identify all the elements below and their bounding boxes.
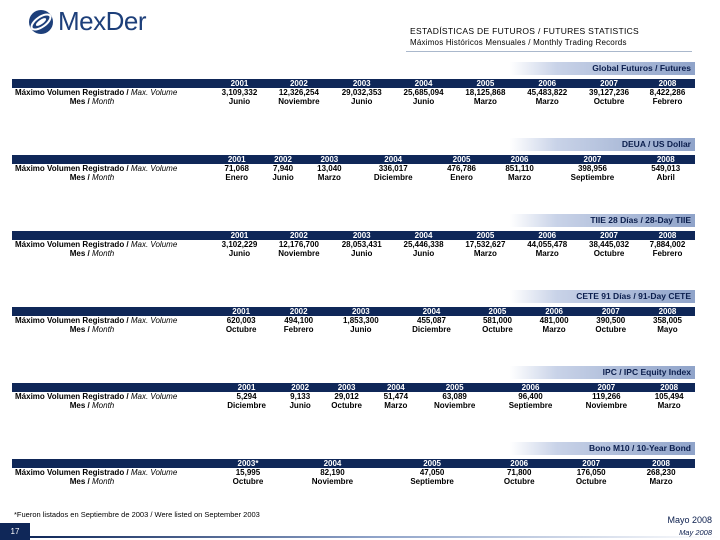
year-header-cell: 2005	[381, 459, 483, 468]
volume-value: 82,190	[320, 468, 345, 477]
footnote: *Fueron listados en Septiembre de 2003 / Were listed on September 2003	[14, 510, 260, 519]
year-header-cell: 2002	[261, 155, 304, 164]
month-row-label	[12, 173, 212, 182]
month-value: Octubre	[575, 477, 607, 486]
stats-table	[12, 383, 695, 410]
month-value: Junio	[350, 325, 372, 334]
section-banner	[12, 138, 695, 151]
month-value: Octubre	[503, 477, 535, 486]
month-value: Junio	[351, 97, 373, 106]
month-value: Marzo	[535, 97, 559, 106]
volume-value: 105,494	[654, 392, 684, 401]
volume-value: 455,087	[417, 316, 446, 325]
month-row	[12, 401, 695, 410]
month-value: Enero	[450, 173, 473, 182]
year-header-cell: 2001	[212, 231, 267, 240]
volume-value: 13,040	[317, 164, 342, 173]
volume-label-en: Max. Volume	[130, 392, 178, 401]
year-header-row	[12, 459, 695, 468]
date-spanish: Mayo 2008	[667, 515, 712, 525]
year-header-cell: 2006	[491, 155, 549, 164]
volume-value: 481,000	[539, 316, 569, 325]
section-title: IPC / IPC Equity Index	[602, 367, 691, 377]
volume-value: 8,422,286	[649, 88, 686, 97]
month-value: Noviembre	[278, 97, 320, 106]
volume-label-es: Máximo Volumen Registrado /	[15, 88, 131, 97]
month-value: Septiembre	[410, 477, 454, 486]
year-header-cell: 2001	[212, 307, 270, 316]
volume-value: 96,400	[518, 392, 543, 401]
section-banner	[12, 62, 695, 75]
volume-row-label	[12, 88, 212, 97]
year-header-cell: 2004	[393, 231, 455, 240]
year-header-cell: 2003	[331, 231, 393, 240]
volume-label-es: Máximo Volumen Registrado /	[15, 316, 131, 325]
year-header-cell: 2005	[454, 231, 516, 240]
page-subtitle: Máximos Históricos Mensuales / Monthly Trading Records	[410, 38, 627, 47]
year-header-cell: 2006	[492, 383, 570, 392]
volume-row-label	[12, 468, 212, 477]
year-header-cell: 2002	[267, 79, 331, 88]
year-header-cell: 2008	[643, 383, 695, 392]
volume-value: 15,995	[235, 468, 261, 477]
year-header-cell: 2008	[640, 79, 695, 88]
mexder-globe-icon	[28, 9, 54, 35]
year-header-cell: 2006	[483, 459, 555, 468]
month-label-en: Month	[92, 325, 115, 334]
month-value: Junio	[412, 97, 435, 106]
month-value: Octubre	[482, 325, 513, 334]
volume-value: 28,053,431	[341, 240, 382, 249]
month-value: Marzo	[473, 249, 497, 258]
section-title: Bono M10 / 10-Year Bond	[588, 443, 691, 453]
volume-value: 7,940	[273, 164, 294, 173]
volume-row-label	[12, 164, 212, 173]
year-header-cell: 2006	[516, 231, 578, 240]
year-header-cell: 2004	[395, 307, 469, 316]
stats-table	[12, 79, 695, 106]
volume-label-en: Max. Volume	[130, 164, 178, 173]
month-value: Octubre	[232, 477, 264, 486]
footer-bar	[30, 536, 720, 538]
volume-value: 620,003	[226, 316, 256, 325]
volume-value: 5,294	[236, 392, 257, 401]
year-header-cell: 2002	[270, 307, 327, 316]
year-header-cell: 2003	[319, 383, 374, 392]
year-header-cell: 2008	[636, 155, 695, 164]
volume-value: 17,532,627	[465, 240, 506, 249]
year-header-cell: 2001	[212, 383, 281, 392]
year-header-cell: 2007	[578, 231, 640, 240]
section-banner-fill	[510, 214, 695, 227]
month-value: Marzo	[384, 401, 408, 410]
section-banner-fill	[510, 138, 695, 151]
volume-value: 476,786	[447, 164, 476, 173]
date-english: May 2008	[679, 528, 712, 537]
section-2	[12, 214, 695, 274]
volume-value: 29,012	[334, 392, 359, 401]
month-row-label	[12, 325, 212, 334]
year-header-cell: 2007	[582, 307, 640, 316]
year-header-blank	[12, 383, 212, 392]
volume-value: 45,483,822	[527, 88, 568, 97]
section-title: DEUA / US Dollar	[621, 139, 691, 149]
month-row-label	[12, 97, 212, 106]
year-header-cell: 2007	[548, 155, 636, 164]
volume-value: 398,956	[577, 164, 607, 173]
stats-table	[12, 459, 695, 486]
mexder-logo	[28, 6, 146, 37]
page-number: 17	[0, 523, 30, 540]
volume-value: 3,102,229	[221, 240, 258, 249]
volume-label-en: Max. Volume	[130, 240, 178, 249]
month-label-en: Month	[92, 173, 115, 182]
volume-value: 358,005	[653, 316, 682, 325]
volume-value: 494,100	[284, 316, 314, 325]
month-value: Diciembre	[412, 325, 451, 334]
section-banner-fill	[510, 442, 695, 455]
month-label-es: Mes /	[69, 97, 92, 106]
year-header-cell: 2005	[432, 155, 490, 164]
volume-row	[12, 88, 695, 97]
month-value: Abril	[656, 173, 675, 182]
section-5	[12, 442, 695, 502]
section-banner	[12, 442, 695, 455]
volume-label-es: Máximo Volumen Registrado /	[15, 392, 131, 401]
year-header-cell: 2006	[516, 79, 578, 88]
stats-table	[12, 155, 695, 182]
year-header-cell: 2004	[374, 383, 418, 392]
volume-row	[12, 392, 695, 401]
month-row	[12, 325, 695, 334]
volume-value: 25,685,094	[403, 88, 444, 97]
month-value: Octubre	[595, 325, 627, 334]
section-3	[12, 290, 695, 350]
year-header-cell: 2004	[284, 459, 381, 468]
volume-value: 18,125,868	[465, 88, 506, 97]
month-value: Marzo	[508, 173, 532, 182]
year-header-cell: 2004	[393, 79, 455, 88]
volume-value: 851,110	[505, 164, 534, 173]
volume-value: 63,089	[442, 392, 467, 401]
volume-label-en: Max. Volume	[130, 316, 178, 325]
section-1	[12, 138, 695, 198]
volume-value: 1,853,300	[343, 316, 379, 325]
year-header-cell: 2003	[305, 155, 354, 164]
month-row-label	[12, 249, 212, 258]
volume-value: 71,800	[506, 468, 532, 477]
month-label-es: Mes /	[69, 401, 92, 410]
month-value: Junio	[351, 249, 373, 258]
month-row	[12, 477, 695, 486]
section-banner	[12, 290, 695, 303]
month-value: Junio	[289, 401, 311, 410]
volume-row-label	[12, 240, 212, 249]
volume-label-es: Máximo Volumen Registrado /	[15, 240, 131, 249]
year-header-cell: 2005	[454, 79, 516, 88]
month-value: Marzo	[657, 401, 681, 410]
volume-label-es: Máximo Volumen Registrado /	[15, 164, 131, 173]
volume-value: 119,266	[592, 392, 621, 401]
month-value: Mayo	[657, 325, 678, 334]
year-header-row	[12, 231, 695, 240]
month-value: Noviembre	[278, 249, 320, 258]
month-value: Marzo	[535, 249, 559, 258]
volume-value: 25,446,338	[403, 240, 444, 249]
month-value: Marzo	[473, 97, 497, 106]
month-value: Octubre	[593, 97, 625, 106]
volume-value: 9,133	[290, 392, 311, 401]
volume-row-label	[12, 392, 212, 401]
month-value: Febrero	[652, 97, 683, 106]
volume-value: 47,050	[419, 468, 445, 477]
year-header-cell: 2001	[212, 79, 267, 88]
year-header-cell: 2007	[555, 459, 627, 468]
section-0	[12, 62, 695, 122]
volume-row	[12, 240, 695, 249]
month-value: Noviembre	[433, 401, 476, 410]
month-value: Octubre	[225, 325, 257, 334]
volume-value: 29,032,353	[341, 88, 382, 97]
year-header-blank	[12, 459, 212, 468]
month-value: Junio	[412, 249, 435, 258]
volume-label-es: Máximo Volumen Registrado /	[15, 468, 131, 477]
year-header-cell: 2005	[418, 383, 492, 392]
year-header-cell: 2002	[281, 383, 319, 392]
month-value: Junio	[272, 173, 294, 182]
month-label-en: Month	[92, 477, 115, 486]
month-value: Marzo	[317, 173, 341, 182]
volume-value: 51,474	[383, 392, 409, 401]
year-header-cell: 2008	[627, 459, 695, 468]
month-value: Octubre	[331, 401, 362, 410]
month-row	[12, 97, 695, 106]
year-header-cell: 2003	[331, 79, 393, 88]
month-value: Junio	[228, 97, 251, 106]
month-row	[12, 249, 695, 258]
month-label-es: Mes /	[69, 249, 92, 258]
volume-value: 549,013	[651, 164, 681, 173]
month-value: Octubre	[593, 249, 625, 258]
volume-value: 3,109,332	[221, 88, 258, 97]
volume-label-en: Max. Volume	[130, 88, 178, 97]
section-banner-fill	[510, 290, 695, 303]
volume-value: 7,884,002	[649, 240, 686, 249]
section-banner-fill	[510, 366, 695, 379]
volume-value: 390,500	[596, 316, 626, 325]
year-header-cell: 2004	[354, 155, 432, 164]
year-header-cell: 2007	[578, 79, 640, 88]
month-label-en: Month	[92, 401, 115, 410]
volume-value: 38,445,032	[589, 240, 630, 249]
stats-table	[12, 231, 695, 258]
month-value: Diciembre	[373, 173, 413, 182]
year-header-cell: 2003	[327, 307, 395, 316]
page-title: ESTADÍSTICAS DE FUTUROS / FUTURES STATISTICS	[410, 26, 640, 36]
year-header-row	[12, 307, 695, 316]
volume-value: 44,055,478	[527, 240, 568, 249]
stats-table	[12, 307, 695, 334]
month-value: Enero	[225, 173, 249, 182]
volume-value: 39,127,236	[589, 88, 630, 97]
month-row-label	[12, 401, 212, 410]
volume-value: 176,050	[576, 468, 606, 477]
section-banner	[12, 366, 695, 379]
section-title: CETE 91 Días / 91-Day CETE	[576, 291, 691, 301]
volume-value: 268,230	[646, 468, 676, 477]
month-value: Diciembre	[227, 401, 266, 410]
month-row	[12, 173, 695, 182]
year-header-blank	[12, 231, 212, 240]
month-value: Marzo	[542, 325, 566, 334]
month-value: Junio	[228, 249, 251, 258]
year-header-cell: 2003*	[212, 459, 284, 468]
year-header-cell: 2006	[527, 307, 582, 316]
year-header-cell: 2008	[640, 307, 695, 316]
year-header-row	[12, 79, 695, 88]
volume-row-label	[12, 316, 212, 325]
section-4	[12, 366, 695, 426]
year-header-cell: 2001	[212, 155, 261, 164]
month-value: Noviembre	[585, 401, 628, 410]
year-header-row	[12, 155, 695, 164]
month-label-es: Mes /	[69, 173, 92, 182]
month-value: Febrero	[652, 249, 683, 258]
month-value: Febrero	[283, 325, 314, 334]
volume-label-en: Max. Volume	[130, 468, 178, 477]
year-header-blank	[12, 307, 212, 316]
year-header-cell: 2007	[569, 383, 643, 392]
month-label-es: Mes /	[69, 325, 92, 334]
month-label-en: Month	[92, 97, 115, 106]
year-header-blank	[12, 79, 212, 88]
volume-value: 336,017	[378, 164, 408, 173]
year-header-cell: 2002	[267, 231, 331, 240]
year-header-row	[12, 383, 695, 392]
year-header-blank	[12, 155, 212, 164]
section-banner-fill	[510, 62, 695, 75]
month-value: Noviembre	[311, 477, 354, 486]
volume-value: 12,176,700	[278, 240, 319, 249]
month-value: Marzo	[649, 477, 673, 486]
month-label-en: Month	[92, 249, 115, 258]
volume-value: 581,000	[482, 316, 512, 325]
logo-text: MexDer	[58, 6, 147, 36]
month-value: Septiembre	[508, 401, 553, 410]
volume-row	[12, 468, 695, 477]
year-header-cell: 2008	[640, 231, 695, 240]
year-header-cell: 2005	[468, 307, 526, 316]
month-row-label	[12, 477, 212, 486]
month-value: Septiembre	[570, 173, 615, 182]
volume-value: 71,068	[224, 164, 249, 173]
section-title: Global Futuros / Futures	[592, 63, 691, 73]
section-banner	[12, 214, 695, 227]
month-label-es: Mes /	[69, 477, 92, 486]
volume-value: 12,326,254	[278, 88, 319, 97]
section-title: TIIE 28 Días / 28-Day TIIE	[590, 215, 691, 225]
volume-row	[12, 316, 695, 325]
volume-row	[12, 164, 695, 173]
header-divider	[406, 51, 692, 52]
